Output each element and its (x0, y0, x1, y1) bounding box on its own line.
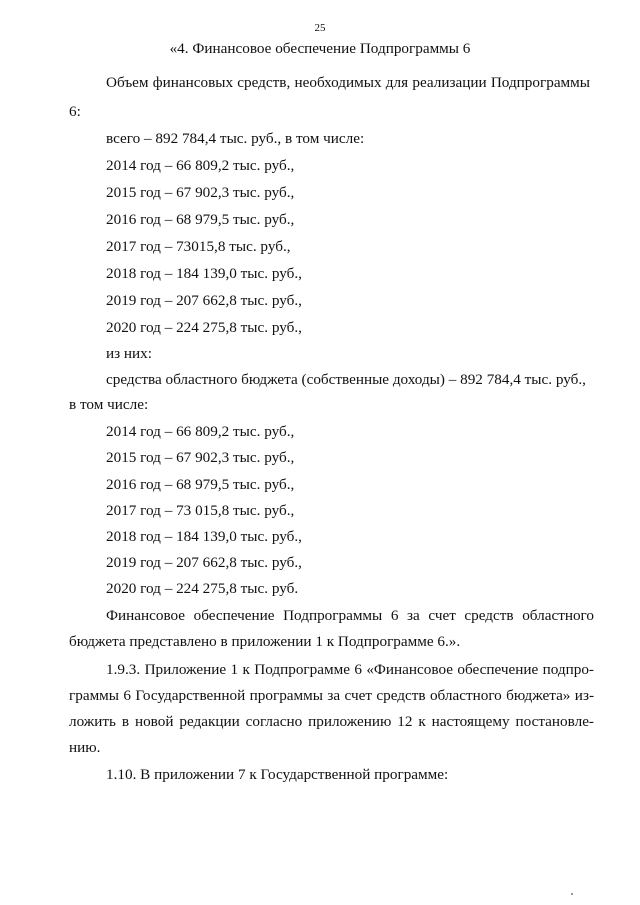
scan-speck (571, 893, 573, 895)
clause-1-9-3-line-2: граммы 6 Государственной программы за счет средств областного бюджета» из- (69, 687, 594, 704)
intro-line-1: Объем финансовых средств, необходимых для реализации Подпрограммы (106, 74, 590, 91)
year-regional-2014: 2014 год – 66 809,2 тыс. руб., (106, 423, 295, 440)
year-total-2020: 2020 год – 224 275,8 тыс. руб., (106, 319, 302, 336)
section-heading: «4. Финансовое обеспечение Подпрограммы 6 (169, 40, 471, 57)
year-regional-2018: 2018 год – 184 139,0 тыс. руб., (106, 528, 302, 545)
year-total-2015: 2015 год – 67 902,3 тыс. руб., (106, 184, 295, 201)
year-total-2016: 2016 год – 68 979,5 тыс. руб., (106, 211, 295, 228)
clause-1-9-3-line-1: 1.9.3. Приложение 1 к Подпрограмме 6 «Финансовое обеспечение подпро- (106, 661, 594, 678)
of-them-label: из них: (106, 345, 152, 362)
year-total-2019: 2019 год – 207 662,8 тыс. руб., (106, 292, 302, 309)
intro-line-2: 6: (69, 103, 81, 120)
year-total-2017: 2017 год – 73015,8 тыс. руб., (106, 238, 291, 255)
clause-1-10: 1.10. В приложении 7 к Государственной программе: (106, 766, 449, 783)
year-regional-2019: 2019 год – 207 662,8 тыс. руб., (106, 554, 302, 571)
total-amount: всего – 892 784,4 тыс. руб., в том числе: (106, 130, 365, 147)
year-regional-2015: 2015 год – 67 902,3 тыс. руб., (106, 449, 295, 466)
financing-line-1: Финансовое обеспечение Подпрограммы 6 за счет средств областного (106, 607, 594, 624)
clause-1-9-3-line-4: нию. (69, 739, 101, 756)
page-number: 25 (314, 22, 326, 34)
year-total-2018: 2018 год – 184 139,0 тыс. руб., (106, 265, 302, 282)
year-total-2014: 2014 год – 66 809,2 тыс. руб., (106, 157, 295, 174)
regional-budget-line-2: в том числе: (69, 396, 149, 413)
regional-budget-line-1: средства областного бюджета (собственные доходы) – 892 784,4 тыс. руб., (106, 371, 586, 388)
financing-line-2: бюджета представлено в приложении 1 к Подпрограмме 6.». (69, 633, 461, 650)
year-regional-2020: 2020 год – 224 275,8 тыс. руб. (106, 580, 299, 597)
year-regional-2016: 2016 год – 68 979,5 тыс. руб., (106, 476, 295, 493)
year-regional-2017: 2017 год – 73 015,8 тыс. руб., (106, 502, 295, 519)
clause-1-9-3-line-3: ложить в новой редакции согласно приложению 12 к настоящему постановле- (69, 713, 594, 730)
